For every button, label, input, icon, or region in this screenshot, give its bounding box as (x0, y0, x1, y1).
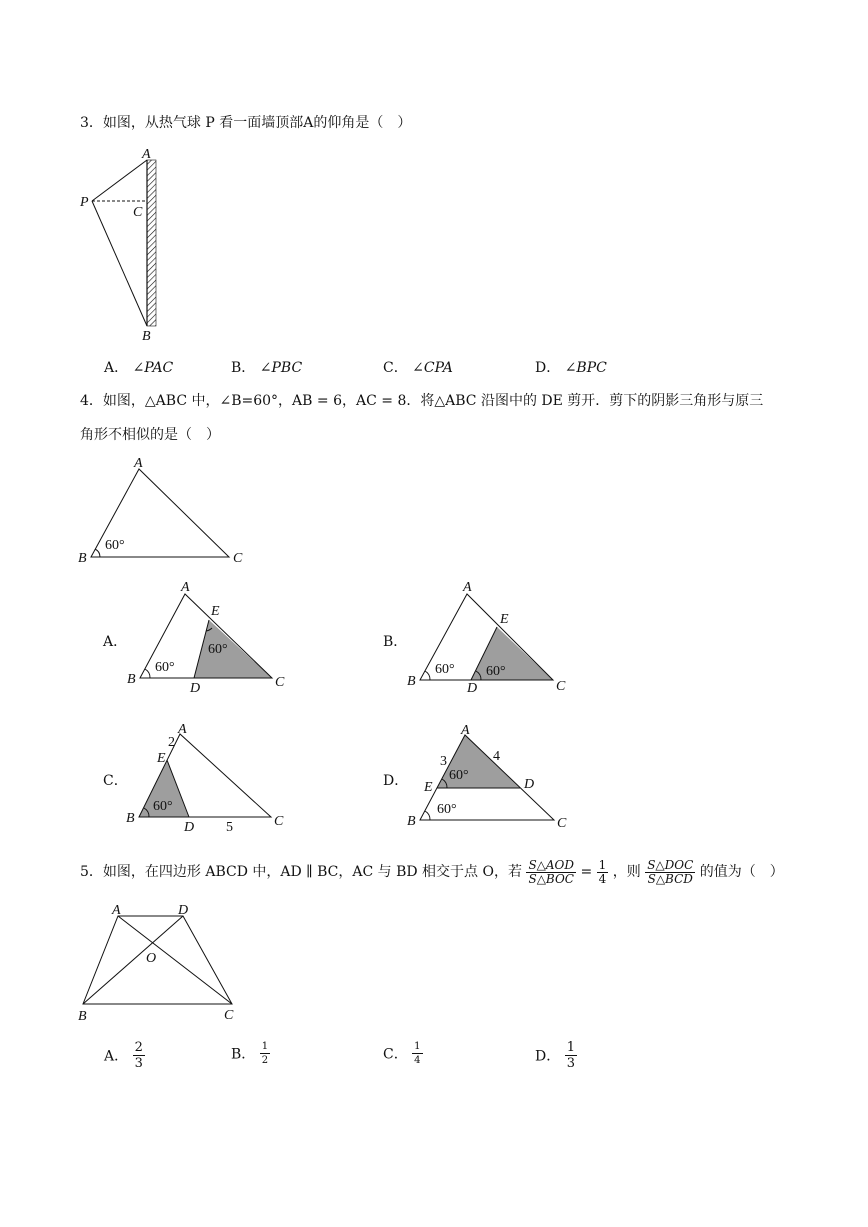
figure-label: O (146, 951, 157, 966)
q3-option-a[interactable]: A． ∠PAC (104, 360, 174, 376)
q4-option-b[interactable]: B． (383, 634, 408, 650)
main-label-A: A (134, 456, 143, 471)
figure-label: A (463, 580, 472, 595)
q5-ratio2-fraction: $\frac{\text{S△DOC}}{\text{S△BCD}}$ (647, 857, 694, 886)
figure-label: 60° (437, 802, 457, 817)
q3-stem: 3．如图，从热气球 P 看一面墙顶部A的仰角是（ ） (80, 115, 412, 131)
main-angle: 60° (105, 538, 125, 553)
figure-label: 60° (449, 768, 469, 783)
q5-option-a[interactable]: A． $\frac{2}{3}$ (104, 1040, 143, 1071)
figure-label: 4 (493, 749, 500, 764)
main-label-B: B (78, 551, 87, 566)
label-C: C (133, 205, 143, 220)
figure-label: E (424, 780, 433, 795)
figure-label: C (275, 675, 285, 690)
q3-option-c[interactable]: C． ∠CPA (383, 360, 453, 376)
figure-label: 60° (153, 799, 173, 814)
q4-option-d[interactable]: D． (383, 773, 409, 789)
label-P: P (80, 195, 89, 210)
label-A: A (142, 147, 151, 162)
figure-label: D (467, 681, 478, 696)
q4-stem-line2: 角形不相似的是（ ） (80, 427, 220, 443)
figure-label: D (184, 820, 195, 835)
figure-label: E (500, 612, 509, 627)
figure-label: 60° (155, 660, 175, 675)
figure-label: A (181, 580, 190, 595)
q3-option-b[interactable]: B． ∠PBC (231, 360, 303, 376)
figure-label: B (407, 674, 416, 689)
figure-label: C (224, 1008, 234, 1023)
figure-label: C (274, 814, 284, 829)
figure-label: E (157, 751, 166, 766)
q3-option-d[interactable]: D． ∠BPC (535, 360, 607, 376)
figure-label: D (190, 681, 201, 696)
figure-label: C (557, 816, 567, 831)
label-B: B (142, 329, 151, 344)
figure-label: B (127, 672, 136, 687)
q4-option-a[interactable]: A． (103, 634, 128, 650)
figure-label: B (126, 811, 135, 826)
q5-stem: 5．如图，在四边形 ABCD 中，AD ∥ BC，AC 与 BD 相交于点 O，若 $\frac{\text{S△AOD}}{\text{S△BOC}}$ = $\frac{1}{4}$ ，则 $\frac{\text{S△DOC}}{\text{S△BCD}}$ 的值为（ ） (80, 857, 784, 886)
q4-option-c[interactable]: C． (103, 773, 128, 789)
figure-label: B (407, 814, 416, 829)
figure-label: 60° (208, 642, 228, 657)
figure-label: 60° (486, 664, 506, 679)
figure-label: E (211, 604, 220, 619)
figure-label: 2 (168, 735, 175, 750)
figure-label: 5 (226, 820, 233, 835)
figure-label: C (556, 679, 566, 694)
figure-label: A (112, 903, 121, 918)
q5-option-b[interactable]: B． $\frac{1}{2}$ (231, 1041, 269, 1066)
q4-stem-line1: 4．如图，△ABC 中，∠B=60°，AB = 6，AC = 8．将△ABC 沿图中的 DE 剪开．剪下的阴影三角形与原三 (80, 393, 764, 409)
figure-label: D (524, 777, 535, 792)
figure-label: D (178, 903, 189, 918)
figure-label: 3 (440, 754, 447, 769)
main-label-C: C (233, 551, 243, 566)
figure-label: A (461, 723, 470, 738)
figure-label: A (178, 722, 187, 737)
figure-label: B (78, 1009, 87, 1024)
q5-ratio1-value: $\frac{1}{4}$ (598, 857, 607, 886)
figure-label: 60° (435, 662, 455, 677)
q5-option-d[interactable]: D． $\frac{1}{3}$ (535, 1040, 575, 1071)
q5-option-c[interactable]: C． $\frac{1}{4}$ (383, 1041, 421, 1066)
q5-ratio1-fraction: $\frac{\text{S△AOD}}{\text{S△BOC}}$ (528, 857, 575, 886)
